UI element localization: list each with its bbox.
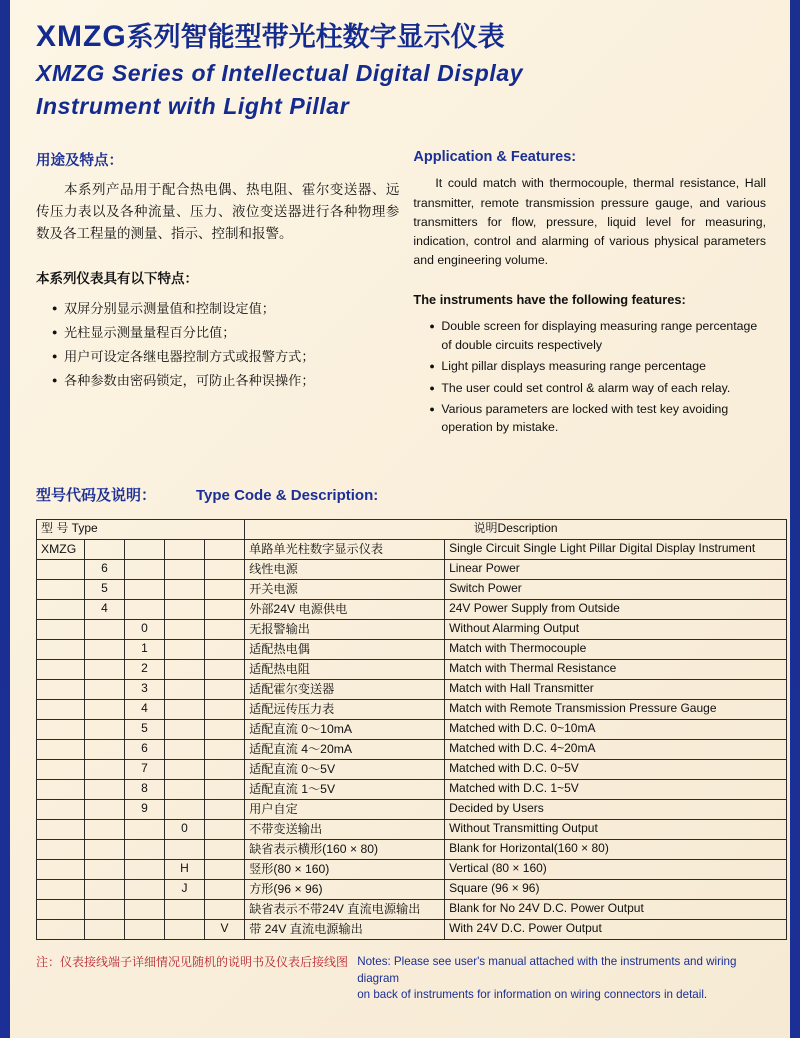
application-heading-cn: 用途及特点：: [36, 153, 123, 170]
cell-desc-cn: 线性电源: [245, 559, 445, 579]
cell-desc-cn: 适配霍尔变送器: [245, 679, 445, 699]
cell-desc-cn: 适配直流 0～5V: [245, 759, 445, 779]
cell-code-e: [205, 619, 245, 639]
cell-code-d: [165, 659, 205, 679]
list-item: ● Double screen for displaying measuring range percentage of double circuits respectively: [431, 317, 766, 354]
cell-desc-cn: 单路单光柱数字显示仪表: [245, 539, 445, 559]
cell-desc-en: Without Alarming Output: [445, 619, 787, 639]
cell-code-a: [37, 719, 85, 739]
table-row: [37, 899, 787, 919]
cell-desc-cn: 缺省表示不带24V 直流电源输出: [245, 899, 445, 919]
left-border-bar: [0, 0, 10, 1038]
table-row: [37, 579, 787, 599]
intro-columns: [36, 149, 766, 439]
cell-code-d: [165, 759, 205, 779]
cell-code-e: [205, 539, 245, 559]
table-row: [37, 779, 787, 799]
features-heading-cn: 本系列仪表具有以下特点：: [36, 270, 198, 286]
cell-code-a: [37, 559, 85, 579]
cell-code-a: [37, 659, 85, 679]
cell-code-d: [165, 839, 205, 859]
cell-code-b: [85, 659, 125, 679]
cell-code-c: [125, 839, 165, 859]
cell-code-b: [85, 539, 125, 559]
cell-desc-en: Vertical (80 × 160): [445, 859, 787, 879]
cell-code-d: [165, 739, 205, 759]
table-header-row: [37, 519, 787, 539]
note-cn: 注：仪表接线端子详细情况见随机的说明书及仪表后接线图: [36, 954, 349, 969]
cell-code-e: [205, 899, 245, 919]
table-row: [37, 719, 787, 739]
page-title-model: XMZG: [36, 20, 127, 53]
cell-code-b: [85, 639, 125, 659]
table-row: [37, 859, 787, 879]
cell-code-e: [205, 799, 245, 819]
cell-desc-en: Match with Remote Transmission Pressure Gauge: [445, 699, 787, 719]
cell-desc-en: Blank for Horizontal(160 × 80): [445, 839, 787, 859]
cell-code-e: [205, 559, 245, 579]
header-description: 说明Description: [245, 519, 787, 539]
cell-code-d: [165, 599, 205, 619]
cell-code-a: [37, 699, 85, 719]
features-heading-en: The instruments have the following features:: [413, 292, 686, 308]
note-en-line2: on back of instruments for information on wiring connectors in detail.: [357, 988, 708, 1002]
cell-desc-cn: 适配直流 0～10mA: [245, 719, 445, 739]
page-title-en-line1: XMZG Series of Intellectual Digital Display: [36, 59, 524, 86]
cell-code-a: [37, 879, 85, 899]
cell-code-a: [37, 839, 85, 859]
cell-desc-en: Decided by Users: [445, 799, 787, 819]
cell-code-d: [165, 539, 205, 559]
table-row: [37, 659, 787, 679]
table-row: [37, 639, 787, 659]
cell-code-e: [205, 599, 245, 619]
cell-code-a: [37, 779, 85, 799]
cell-code-c: [125, 539, 165, 559]
right-border-bar: [790, 0, 800, 1038]
cell-code-b: [85, 879, 125, 899]
cell-code-e: [205, 879, 245, 899]
cell-code-c: 8: [125, 779, 165, 799]
cell-code-e: [205, 719, 245, 739]
table-row: [37, 539, 787, 559]
cell-code-e: V: [205, 919, 245, 939]
cell-code-a: [37, 859, 85, 879]
cell-code-b: 4: [85, 599, 125, 619]
page-title-cn: [36, 20, 766, 55]
cell-code-c: [125, 879, 165, 899]
cell-desc-en: Switch Power: [445, 579, 787, 599]
cell-code-e: [205, 679, 245, 699]
cell-code-e: [205, 759, 245, 779]
cell-desc-en: Match with Thermocouple: [445, 639, 787, 659]
cell-code-e: [205, 659, 245, 679]
cell-code-e: [205, 819, 245, 839]
list-item: ● 光柱显示测量量程百分比值；: [54, 321, 399, 345]
typecode-heading-row: [36, 484, 766, 505]
cell-desc-cn: 不带变送输出: [245, 819, 445, 839]
cell-code-b: [85, 819, 125, 839]
cell-code-d: [165, 779, 205, 799]
cell-desc-en: Without Transmitting Output: [445, 819, 787, 839]
cell-code-a: [37, 819, 85, 839]
table-row: [37, 679, 787, 699]
cell-code-c: [125, 559, 165, 579]
table-row: [37, 599, 787, 619]
table-row: [37, 699, 787, 719]
cell-code-e: [205, 839, 245, 859]
cell-code-a: [37, 579, 85, 599]
cell-code-d: [165, 719, 205, 739]
cell-code-c: 7: [125, 759, 165, 779]
cell-code-a: [37, 899, 85, 919]
cell-code-b: [85, 699, 125, 719]
table-row: [37, 759, 787, 779]
list-item: ● 用户可设定各继电器控制方式或报警方式；: [54, 345, 399, 369]
cell-code-d: [165, 699, 205, 719]
table-row: [37, 919, 787, 939]
list-item: ● The user could set control & alarm way of each relay.: [431, 379, 766, 397]
page-content: [10, 0, 790, 1038]
table-row: [37, 819, 787, 839]
cell-desc-cn: 用户自定: [245, 799, 445, 819]
cell-code-b: [85, 859, 125, 879]
cell-desc-cn: 适配直流 4～20mA: [245, 739, 445, 759]
cell-code-a: [37, 679, 85, 699]
cell-desc-en: Square (96 × 96): [445, 879, 787, 899]
features-list-cn: [36, 297, 399, 393]
header-type: 型 号 Type: [37, 519, 245, 539]
cell-desc-cn: 适配直流 1～5V: [245, 779, 445, 799]
application-body-en: It could match with thermocouple, thermal resistance, Hall transmitter, remote transmission pressure gauge, and various transmitters for flow, pressure, liquid level for measuring, indication, control and alarming of various physical parameters and engineering volume.: [413, 176, 766, 268]
intro-column-english: [413, 149, 766, 439]
table-row: [37, 739, 787, 759]
cell-code-a: XMZG: [37, 539, 85, 559]
cell-code-c: [125, 599, 165, 619]
cell-code-d: 0: [165, 819, 205, 839]
cell-code-e: [205, 739, 245, 759]
cell-code-d: H: [165, 859, 205, 879]
cell-desc-en: 24V Power Supply from Outside: [445, 599, 787, 619]
cell-code-b: 5: [85, 579, 125, 599]
typecode-heading-cn: 型号代码及说明：: [36, 486, 157, 504]
cell-code-e: [205, 699, 245, 719]
cell-code-c: 3: [125, 679, 165, 699]
cell-code-c: 4: [125, 699, 165, 719]
cell-desc-cn: 竖形(80 × 160): [245, 859, 445, 879]
footer-notes: [36, 954, 766, 1004]
cell-code-c: 6: [125, 739, 165, 759]
cell-desc-cn: 方形(96 × 96): [245, 879, 445, 899]
page-title-cn-rest: 系列智能型带光柱数字显示仪表: [126, 22, 505, 52]
features-list-en: [413, 317, 766, 437]
cell-code-a: [37, 619, 85, 639]
cell-desc-cn: 缺省表示横形(160 × 80): [245, 839, 445, 859]
table-row: [37, 839, 787, 859]
cell-code-c: [125, 819, 165, 839]
cell-desc-en: Blank for No 24V D.C. Power Output: [445, 899, 787, 919]
cell-desc-en: Matched with D.C. 1~5V: [445, 779, 787, 799]
cell-code-a: [37, 599, 85, 619]
cell-code-d: [165, 559, 205, 579]
list-item: ● 双屏分别显示测量值和控制设定值；: [54, 297, 399, 321]
page-title-en-line2: Instrument with Light Pillar: [36, 92, 350, 119]
cell-code-c: [125, 899, 165, 919]
cell-desc-cn: 开关电源: [245, 579, 445, 599]
cell-code-a: [37, 639, 85, 659]
cell-code-e: [205, 859, 245, 879]
table-row: [37, 879, 787, 899]
cell-desc-en: Match with Thermal Resistance: [445, 659, 787, 679]
cell-code-c: 0: [125, 619, 165, 639]
cell-code-b: [85, 839, 125, 859]
cell-desc-cn: 带 24V 直流电源输出: [245, 919, 445, 939]
cell-code-b: [85, 719, 125, 739]
cell-code-d: [165, 899, 205, 919]
cell-desc-en: Linear Power: [445, 559, 787, 579]
note-en: [357, 954, 766, 1004]
cell-desc-cn: 适配热电偶: [245, 639, 445, 659]
application-body-cn: 本系列产品用于配合热电偶、热电阻、霍尔变送器、远传压力表以及各种流量、压力、液位变送器进行各种物理参数及各工程量的测量、指示、控制和报警。: [36, 182, 400, 242]
typecode-heading-en: Type Code & Description:: [196, 486, 379, 504]
cell-desc-cn: 适配热电阻: [245, 659, 445, 679]
cell-code-c: 9: [125, 799, 165, 819]
cell-code-d: [165, 919, 205, 939]
cell-code-e: [205, 779, 245, 799]
cell-code-d: [165, 799, 205, 819]
cell-code-d: [165, 679, 205, 699]
cell-code-c: 2: [125, 659, 165, 679]
cell-code-b: [85, 799, 125, 819]
type-code-table-body: [37, 519, 787, 939]
cell-code-e: [205, 639, 245, 659]
cell-desc-cn: 适配远传压力表: [245, 699, 445, 719]
cell-desc-en: Matched with D.C. 0~5V: [445, 759, 787, 779]
cell-code-c: [125, 859, 165, 879]
table-row: [37, 619, 787, 639]
cell-code-b: [85, 919, 125, 939]
cell-code-c: [125, 919, 165, 939]
cell-code-c: 5: [125, 719, 165, 739]
intro-column-chinese: [36, 149, 413, 439]
list-item: ● Various parameters are locked with test key avoiding operation by mistake.: [431, 400, 766, 437]
cell-desc-en: Matched with D.C. 0~10mA: [445, 719, 787, 739]
cell-code-a: [37, 799, 85, 819]
cell-code-b: [85, 619, 125, 639]
application-heading-en: Application & Features:: [413, 149, 577, 166]
cell-code-a: [37, 919, 85, 939]
cell-desc-en: Matched with D.C. 4~20mA: [445, 739, 787, 759]
table-row: [37, 559, 787, 579]
cell-code-d: [165, 639, 205, 659]
cell-desc-cn: 外部24V 电源供电: [245, 599, 445, 619]
cell-code-a: [37, 759, 85, 779]
cell-desc-en: Match with Hall Transmitter: [445, 679, 787, 699]
cell-desc-cn: 无报警输出: [245, 619, 445, 639]
cell-code-b: 6: [85, 559, 125, 579]
cell-code-c: [125, 579, 165, 599]
cell-code-a: [37, 739, 85, 759]
cell-code-e: [205, 579, 245, 599]
cell-code-d: [165, 619, 205, 639]
cell-code-b: [85, 759, 125, 779]
cell-code-c: 1: [125, 639, 165, 659]
cell-code-d: J: [165, 879, 205, 899]
cell-desc-en: Single Circuit Single Light Pillar Digital Display Instrument: [445, 539, 787, 559]
cell-code-d: [165, 579, 205, 599]
cell-code-b: [85, 739, 125, 759]
cell-code-b: [85, 899, 125, 919]
cell-code-b: [85, 779, 125, 799]
cell-code-b: [85, 679, 125, 699]
list-item: ● 各种参数由密码锁定，可防止各种误操作；: [54, 369, 399, 393]
cell-desc-en: With 24V D.C. Power Output: [445, 919, 787, 939]
type-code-table: [36, 519, 787, 940]
note-en-line1: Notes: Please see user's manual attached with the instruments and wiring diagram: [357, 954, 737, 985]
table-row: [37, 799, 787, 819]
list-item: ● Light pillar displays measuring range percentage: [431, 357, 766, 375]
